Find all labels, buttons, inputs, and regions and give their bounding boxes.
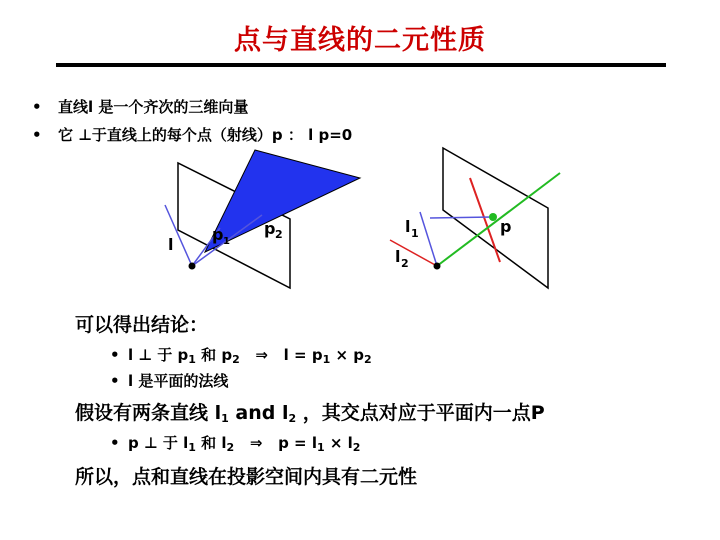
sub: 2 [288,412,297,425]
section2-item1 [110,432,360,454]
text: l ⊥ 于 p [128,346,189,364]
label-l1: l [405,217,411,236]
text: ⇒ l = p [239,346,323,364]
sub: 1 [188,441,196,454]
text: × l [324,434,353,452]
label-p1: p [212,225,224,244]
text: p ⊥ 于 l [128,434,189,452]
label-l2: l [395,247,401,266]
origin-point-right [434,263,441,270]
bullet-marker: • [32,98,42,116]
sub: 2 [363,353,372,366]
slide-title: 点与直线的二元性质 [234,25,486,56]
bullet-marker: • [32,126,42,144]
text: × p [330,346,364,364]
text: l 是平面的法线 [128,372,229,390]
intersection-point-p [489,213,497,221]
section1-item2 [110,370,228,391]
sub: 1 [221,412,229,425]
sub: 2 [232,353,240,366]
bullet-marker: • [110,346,120,364]
section1-item1 [110,344,372,366]
label-l1-sub: 1 [411,227,419,240]
bullet-text: 直线l 是一个齐次的三维向量 [58,98,249,116]
text: 和 p [195,346,233,364]
label-p1-sub: 1 [223,236,230,247]
label-p: p [500,217,512,236]
section2-heading [75,398,545,425]
sub: 2 [226,441,235,454]
text: ⇒ p = l [234,434,317,452]
bullet-marker: • [110,372,120,390]
section1-heading: 可以得出结论： [75,314,209,336]
vector-to-p [430,217,493,218]
conclusion: 所以，点和直线在投影空间内具有二元性 [75,466,418,488]
sub: 1 [188,353,196,366]
sub: 1 [322,353,331,366]
sub: 1 [316,441,325,454]
label-l: l [168,235,174,254]
bullet-marker: • [110,434,120,452]
text: and l [228,402,289,424]
text: 假设有两条直线 l [75,402,222,424]
text: 和 l [195,434,227,452]
bullet-text: 它 ⊥于直线上的每个点（射线）p ： l p=0 [58,126,353,144]
origin-point-left [189,263,196,270]
label-p2-sub: 2 [275,228,283,241]
label-p2: p [264,219,276,238]
label-l2-sub: 2 [401,257,409,270]
sub: 2 [352,441,361,454]
text: ，其交点对应于平面内一点P [296,402,545,424]
